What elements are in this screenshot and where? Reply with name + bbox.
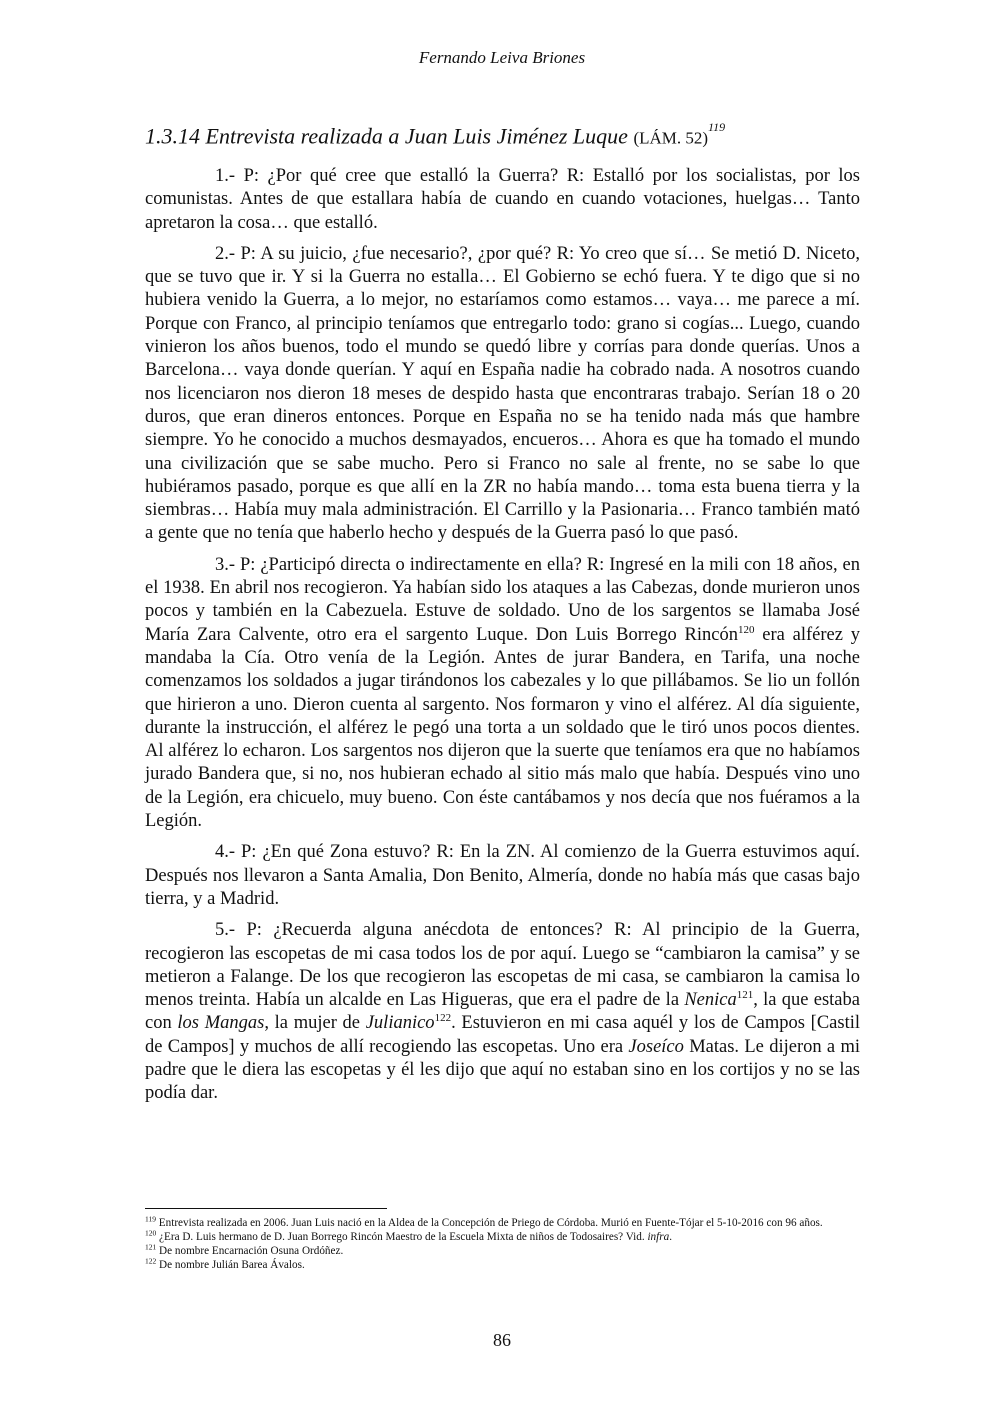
- footnote-ref-122[interactable]: 122: [434, 1012, 452, 1025]
- nickname-nenica: Nenica: [684, 990, 737, 1011]
- footnotes: [145, 1216, 863, 1272]
- footnote-121: [145, 1244, 863, 1258]
- footnote-text: De nombre Encarnación Osuna Ordóñez.: [156, 1245, 344, 1257]
- plate-reference: (LÁM. 52): [633, 128, 709, 148]
- footnote-tail: .: [669, 1231, 673, 1243]
- footnote-number: 119: [145, 1214, 156, 1224]
- interview-body: [145, 165, 860, 1114]
- section-heading: [145, 116, 865, 153]
- paragraph-5-part-b: , la que estaba con: [145, 990, 860, 1034]
- footnote-separator: [145, 1208, 387, 1209]
- paragraph-5-part-d: . Estuvieron en mi casa aquél y los de Campos [Castil de Campos] y muchos de allí recogiendo las escopetas. Uno era: [145, 1013, 860, 1057]
- paragraph-3-part-b: era alférez y mandaba la Cía. Otro venía de la Legión. Antes de jurar Bandera, en Tarifa, una noche comenzamos los soldados a jugar tirándonos los cabezales y lo que pillábamos. Se lio un follón que hirieron a uno. Dieron cuenta al sargento. Nos formaron y vino el alférez. Al día siguiente, durante la instrucción, el alférez le pegó una torta a un soldado que le tiró unos pocos dientes. Al alférez lo echaron. Los sargentos nos dijeron que la suerte que teníamos era que no habíamos jurado Bandera que, si no, nos hubieran echado al sitio más malo que había. Después vino uno de la Legión, era chicuelo, muy bueno. Con éste cantábamos y nos decía que nos fuéramos a la Legión.: [145, 624, 860, 832]
- footnote-number: 120: [145, 1228, 157, 1238]
- footnote-122: [145, 1258, 863, 1272]
- footnote-number: 122: [145, 1256, 157, 1266]
- page-number: 86: [493, 1330, 511, 1350]
- footnote-ref-119[interactable]: 119: [708, 120, 726, 134]
- footnote-119: [145, 1216, 863, 1230]
- nickname-julianico: Julianico: [365, 1013, 435, 1034]
- footnote-ref-120[interactable]: 120: [737, 623, 755, 636]
- footnote-text: De nombre Julián Barea Ávalos.: [156, 1259, 305, 1271]
- nickname-los-mangas: los Mangas: [177, 1013, 265, 1034]
- paragraph-question-4: 4.- P: ¿En qué Zona estuvo? R: En la ZN. Al comienzo de la Guerra estuvimos aquí. Después nos llevaron a Santa Amalia, Don Benito, Almería, donde no había más que casas bajo tierra, y a Madrid.: [145, 842, 860, 909]
- running-header-author: Fernando Leiva Briones: [418, 48, 586, 67]
- footnote-120: [145, 1230, 863, 1244]
- paragraph-5-part-e: Matas. Le dijeron a mi padre que le diera las escopetas y él les dijo que aquí no estaban sino en los cortijos y no se las podía dar.: [145, 1036, 860, 1104]
- paragraph-question-1: 1.- P: ¿Por qué cree que estalló la Guerra? R: Estalló por los socialistas, por los comunistas. Antes de que estallara había de cuando en cuando votaciones, huelgas… Tanto apretaron la cosa… que estalló.: [145, 166, 860, 233]
- paragraph-5-part-c: , la mujer de: [264, 1013, 366, 1034]
- paragraph-question-2: 2.- P: A su juicio, ¿fue necesario?, ¿por qué? R: Yo creo que sí… Se metió D. Niceto, que se tuvo que ir. Y si la Guerra no estalla… El Gobierno se echó fuera. Y te digo que si no hubiera venido la Guerra, a lo mejor, no estaríamos como estamos… vaya… me parece a mí. Porque con Franco, al principio teníamos que entregarlo todo: grano si cogías... Luego, cuando vinieron los años buenos, todo el mundo se quedó libre y corrías para donde querías. Unos a Barcelona… vaya donde querían. Y aquí en España nadie ha cobrado nada. A nosotros cuando nos licenciaron nos dieron 18 meses de despido hasta que encontraras trabajo. Serían 18 o 20 duros, que eran dineros entonces. Porque en España no se ha tenido nada más que hambre siempre. Yo he conocido a muchos desmayados, encueros… Ahora es que ha tomado el mundo una civilización que se sabe mucho. Pero si Franco no sale al frente, no se sabe lo que hubiéramos pasado, porque es que allí en la ZR no había mando… toma esta buena tierra y la siembras… Había muy mala administración. El Carrillo y la Pasionaria… Franco también mató a gente que no tenía que haberlo hecho y después de la Guerra pasó lo que pasó.: [145, 243, 860, 544]
- footnote-italic-term: infra: [647, 1231, 670, 1243]
- footnote-text: ¿Era D. Luis hermano de D. Juan Borrego Rincón Maestro de la Escuela Mixta de niños de Todosaires? Vid.: [156, 1231, 648, 1243]
- footnote-text: Entrevista realizada en 2006. Juan Luis nació en la Aldea de la Concepción de Priego de Córdoba. Murió en Fuente-Tójar el 5-10-2016 con 96 años.: [155, 1217, 823, 1229]
- section-title: 1.3.14 Entrevista realizada a Juan Luis Jiménez Luque: [145, 123, 628, 149]
- paragraph-5-part-a: 5.- P: ¿Recuerda alguna anécdota de entonces? R: Al principio de la Guerra, recogieron las escopetas de mi casa todos los de por aquí. Luego se “cambiaron la camisa” y se metieron a Falange. De los que recogieron las escopetas de mi casa, se cambiaron la camisa lo menos treinta. Había un alcalde en Las Higueras, que era el padre de la: [145, 920, 860, 1011]
- nickname-joseico: Joseíco: [628, 1036, 684, 1057]
- paragraph-question-3: [145, 554, 860, 834]
- footnote-ref-121[interactable]: 121: [736, 988, 754, 1001]
- footnote-number: 121: [145, 1242, 157, 1252]
- paragraph-question-5: [145, 919, 860, 1105]
- paragraph-3-part-a: 3.- P: ¿Participó directa o indirectamente en ella? R: Ingresé en la mili con 18 años, en el 1938. En abril nos recogieron. Ya habían sido los ataques a las Cabezas, donde murieron unos pocos y también en la Cabezuela. Estuve de soldado. Uno de los sargentos se llamaba José María Zara Calvente, otro era el sargento Luque. Don Luis Borrego Rincón: [145, 554, 860, 645]
